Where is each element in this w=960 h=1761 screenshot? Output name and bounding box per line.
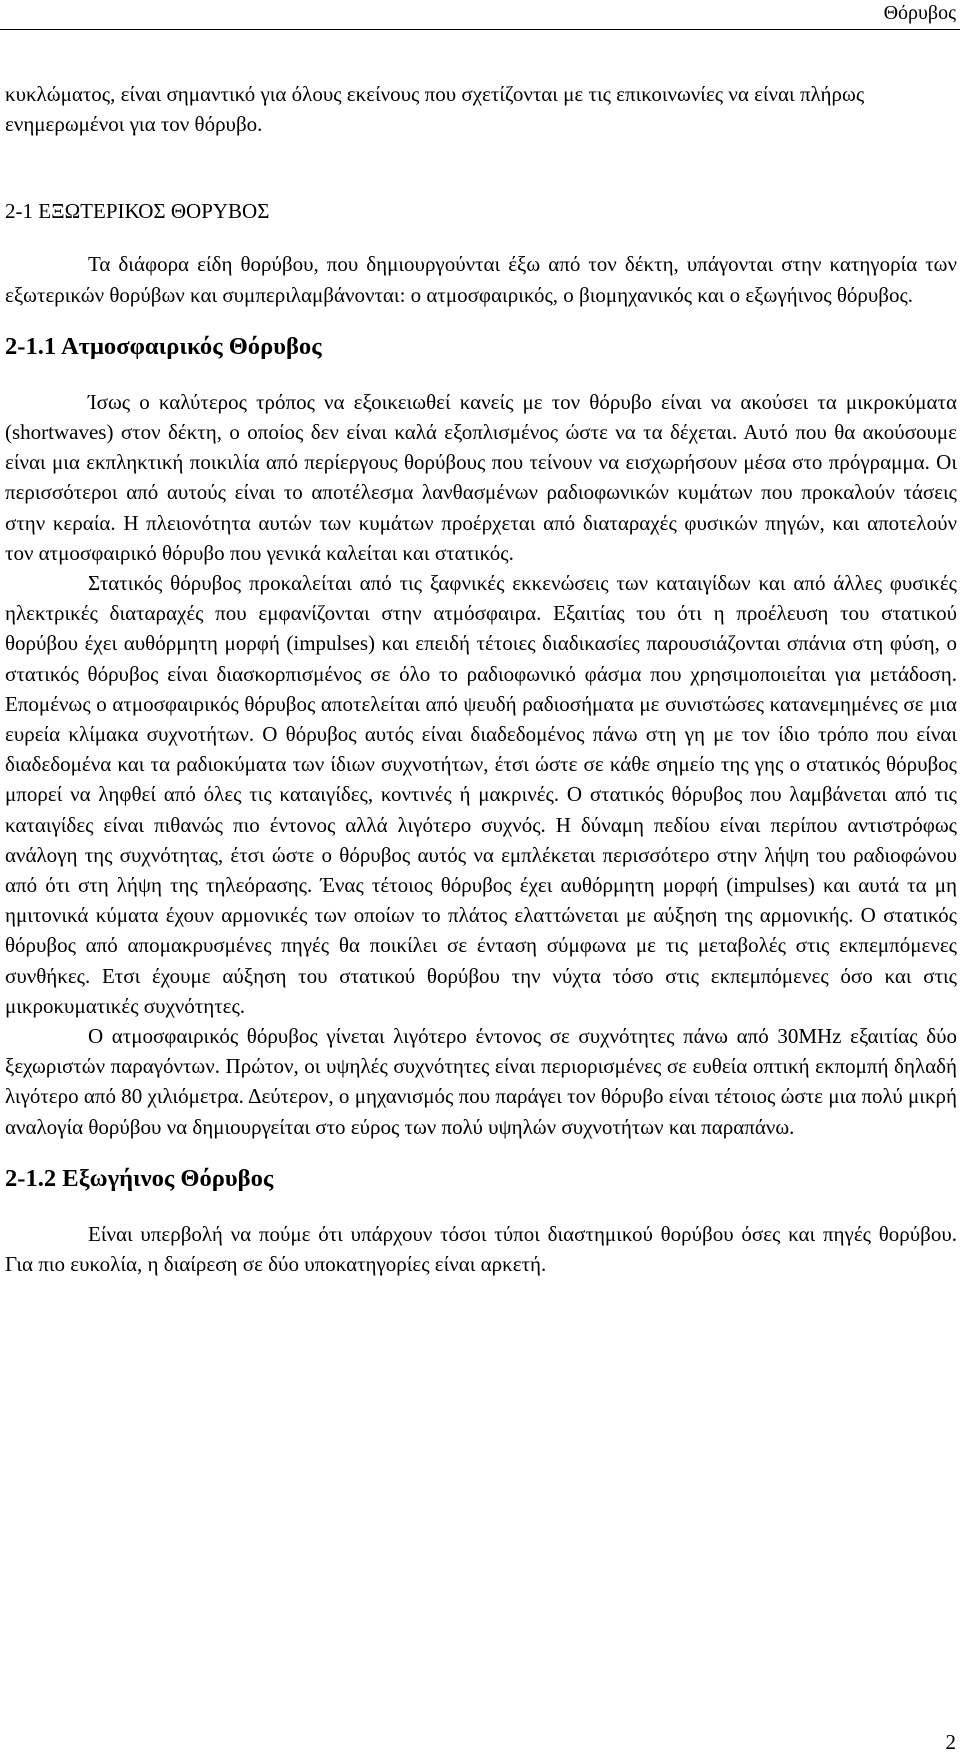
atmospheric-paragraph-1: Ίσως ο καλύτερος τρόπος να εξοικειωθεί κανείς με τον θόρυβο είναι να ακούσει τα μικροκύματα (shortwaves) στον δέκτη, ο οποίος δεν είναι καλά εξοπλισμένος ώστε να τα δέχεται. Αυτό που θα ακούσουμε είναι μια εκπληκτική ποικιλία από περίεργους θορύβους που τείνουν να εισχωρήσουν μέσα στο πρόγραμμα. Οι περισσότεροι από αυτούς είναι το αποτέλεσμα λανθασμένων ραδιοφωνικών κυμάτων που προκαλούν τάσεις στην κεραία. Η πλειονότητα αυτών των κυμάτων προέρχεται από διαταραχές φυσικών πηγών, και αποτελούν τον ατμοσφαιρικό θόρυβο που γενικά καλείται και στατικός. bbox=[5, 389, 957, 565]
section-heading: 2-1 ΕΞΩΤΕΡΙΚΟΣ ΘΟΡΥΒΟΣ bbox=[5, 199, 270, 224]
atmospheric-paragraph-3: Ο ατμοσφαιρικός θόρυβος γίνεται λιγότερο έντονος σε συχνότητες πάνω από 30MHz εξαιτίας δύο ξεχωριστών παραγόντων. Πρώτον, οι υψηλές συχνότητες είναι περιορισμένες σε ευθεία οπτική εκπομπή δηλαδή λιγότερο από 80 χιλιόμετρα. Δεύτερον, ο μηχανισμός που παράγει τον θόρυβο είναι τέτοιος ώστε μια πολύ μικρή αναλογία θορύβου να δημιουργείται στο εύρος των πολύ υψηλών συχνοτήτων και παραπάνω. bbox=[5, 1024, 957, 1139]
subsection-heading-extraterrestrial: 2-1.2 Εξωγήινος Θόρυβος bbox=[5, 1164, 274, 1192]
page-body bbox=[5, 79, 957, 1279]
subsection-heading-atmospheric: 2-1.1 Ατμοσφαιρικός Θόρυβος bbox=[5, 332, 322, 360]
atmospheric-paragraph-2: Στατικός θόρυβος προκαλείται από τις ξαφνικές εκκενώσεις των καταιγίδων και από άλλες φυσικές ηλεκτρικές διαταραχές που εμφανίζονται στην ατμόσφαιρα. Εξαιτίας του ότι η προέλευση του στατικού θορύβου έχει αυθόρμητη μορφή (impulses) και επειδή τέτοιες διαδικασίες παρουσιάζονται σπάνια στη φύση, ο στατικός θόρυβος είναι διασκορπισμένος σε όλο το ραδιοφωνικό φάσμα που χρησιμοποιείται για μετάδοση. Επομένως ο ατμοσφαιρικός θόρυβος αποτελείται από ψευδή ραδιοσήματα με συνιστώσες κατανεμημένες σε μια ευρεία κλίμακα συχνοτήτων. Ο θόρυβος αυτός είναι διαδεδομένος πάνω στη γη με τον ίδιο τρόπο που είναι διαδεδομένα και τα ραδιοκύματα των ίδιων συχνοτήτων, έτσι ώστε σε κάθε σημείο της γης ο στατικός θόρυβος μπορεί να ληφθεί από όλες τις καταιγίδες, κοντινές ή μακρινές. Ο στατικός θόρυβος που λαμβάνεται από τις καταιγίδες είναι πιθανώς πιο έντονος αλλά λιγότερο συχνός. Η δύναμη πεδίου είναι περίπου αντιστρόφως ανάλογη της συχνότητας, έτσι ώστε ο θόρυβος αυτός να εμπλέκεται περισσότερο στην λήψη του ραδιοφώνου από ότι στη λήψη της τηλεόρασης. Ένας τέτοιος θόρυβος έχει αυθόρμητη μορφή (impulses) και αυτά τα μη ημιτονικά κύματα έχουν αρμονικές των οποίων το πλάτος ελαττώνεται με αύξηση της αρμονικής. Ο στατικός θόρυβος από απομακρυσμένες πηγές θα ποικίλει σε ένταση σύμφωνα με τις μεταβολές στις εκπεμπόμενες συνθήκες. Ετσι έχουμε αύξηση του στατικού θορύβου την νύχτα τόσο στις εκπεμπόμενες όσο και στις μικροκυματικές συχνότητες. bbox=[5, 571, 957, 1018]
page-number: 2 bbox=[945, 1730, 956, 1754]
extraterrestrial-paragraph: Είναι υπερβολή να πούμε ότι υπάρχουν τόσοι τύποι διαστημικού θορύβου όσες και πηγές θορύβου. Για πιο ευκολία, η διαίρεση σε δύο υποκατηγορίες είναι αρκετή. bbox=[5, 1221, 957, 1277]
header-divider bbox=[0, 29, 960, 30]
running-header-title: Θόρυβος bbox=[883, 2, 956, 24]
section-paragraph: Τα διάφορα είδη θορύβου, που δημιουργούνται έξω από τον δέκτη, υπάγονται στην κατηγορία των εξωτερικών θορύβων και συμπεριλαμβάνονται: ο ατμοσφαιρικός, ο βιομηχανικός και ο εξωγήινος θόρυβος. bbox=[5, 252, 957, 307]
intro-paragraph: κυκλώματος, είναι σημαντικό για όλους εκείνους που σχετίζονται με τις επικοινωνίες να είναι πλήρως ενημερωμένοι για τον θόρυβο. bbox=[5, 82, 865, 137]
